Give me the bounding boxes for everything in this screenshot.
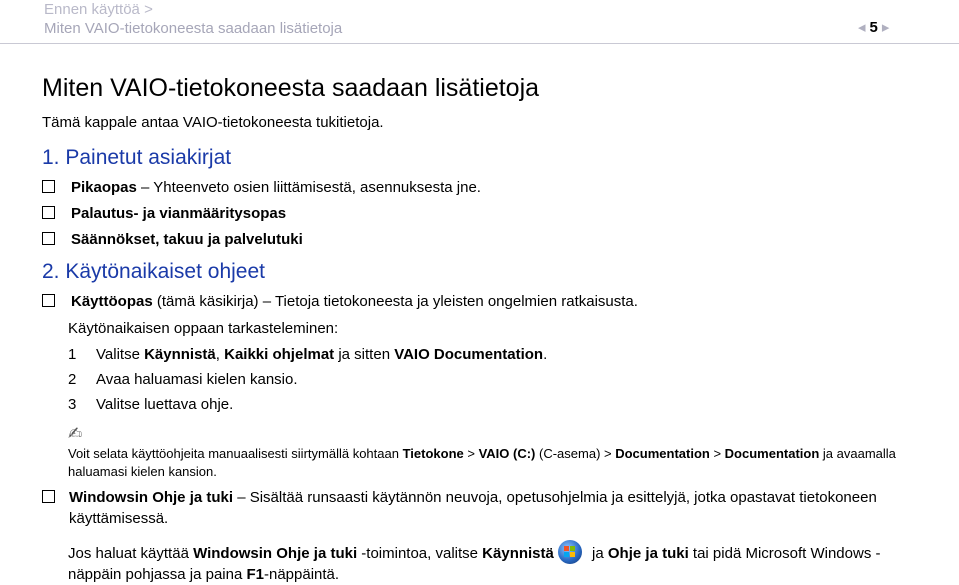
section1-heading: 1. Painetut asiakirjat xyxy=(42,146,232,169)
checkbox-bullet-icon xyxy=(42,294,55,307)
instructions-intro: Käytönaikaisen oppaan tarkasteleminen: xyxy=(68,320,339,337)
list-item: Säännökset, takuu ja palvelutuki xyxy=(42,231,303,248)
note-pencil-icon: ✍ xyxy=(68,424,83,443)
note-text: Voit selata käyttöohjeita manuaalisesti siirtymällä kohtaan Tietokone > VAIO (C:) (C-asema) > Documentation > Documentation ja avaamalla haluamasi kielen kansion. xyxy=(68,446,896,479)
page-title: Miten VAIO-tietokoneesta saadaan lisätietoja xyxy=(42,74,540,102)
checkbox-bullet-icon xyxy=(42,232,55,245)
checkbox-bullet-icon xyxy=(42,180,55,193)
help-instructions: Jos haluat käyttää Windowsin Ohje ja tuki -toimintoa, valitse Käynnistä ja Ohje ja tuki tai pidä Microsoft Windows -näppäin pohjassa ja paina F1-näppäintä. xyxy=(68,540,928,585)
header-divider xyxy=(0,43,959,44)
list-item: Windowsin Ohje ja tuki – Sisältää runsaasti käytännön neuvoja, opetusohjelmia ja esittelyjä, jotka opastavat tietokoneen käyttämisessä. xyxy=(42,487,899,529)
list-item: Palautus- ja vianmääritysopas xyxy=(42,205,286,222)
list-item: Käyttöopas (tämä käsikirja) – Tietoja tietokoneesta ja yleisten ongelmien ratkaisusta. xyxy=(42,293,638,310)
page-number: 5 xyxy=(869,19,879,36)
checkbox-bullet-icon xyxy=(42,490,55,503)
page-subtitle: Tämä kappale antaa VAIO-tietokoneesta tukitietoja. xyxy=(42,114,384,131)
checkbox-bullet-icon xyxy=(42,206,55,219)
step-2: 2 Avaa haluamasi kielen kansio. xyxy=(68,371,298,388)
step-3: 3 Valitse luettava ohje. xyxy=(68,396,234,413)
page-navigation xyxy=(858,18,890,36)
breadcrumb-link-ennen-kayttoa[interactable]: Ennen käyttöä > xyxy=(44,1,153,18)
list-item: Pikaopas – Yhteenveto osien liittämisestä, asennuksesta jne. xyxy=(42,179,481,196)
windows-start-icon xyxy=(558,540,582,564)
section2-heading: 2. Käytönaikaiset ohjeet xyxy=(42,260,265,283)
step-1: 1 Valitse Käynnistä, Kaikki ohjelmat ja sitten VAIO Documentation. xyxy=(68,346,548,363)
breadcrumb-current: Miten VAIO-tietokoneesta saadaan lisätietoja xyxy=(44,20,343,37)
prev-page-arrow[interactable]: ◂ xyxy=(858,19,867,36)
next-page-arrow[interactable]: ▸ xyxy=(881,19,891,36)
header-breadcrumb xyxy=(44,0,342,38)
